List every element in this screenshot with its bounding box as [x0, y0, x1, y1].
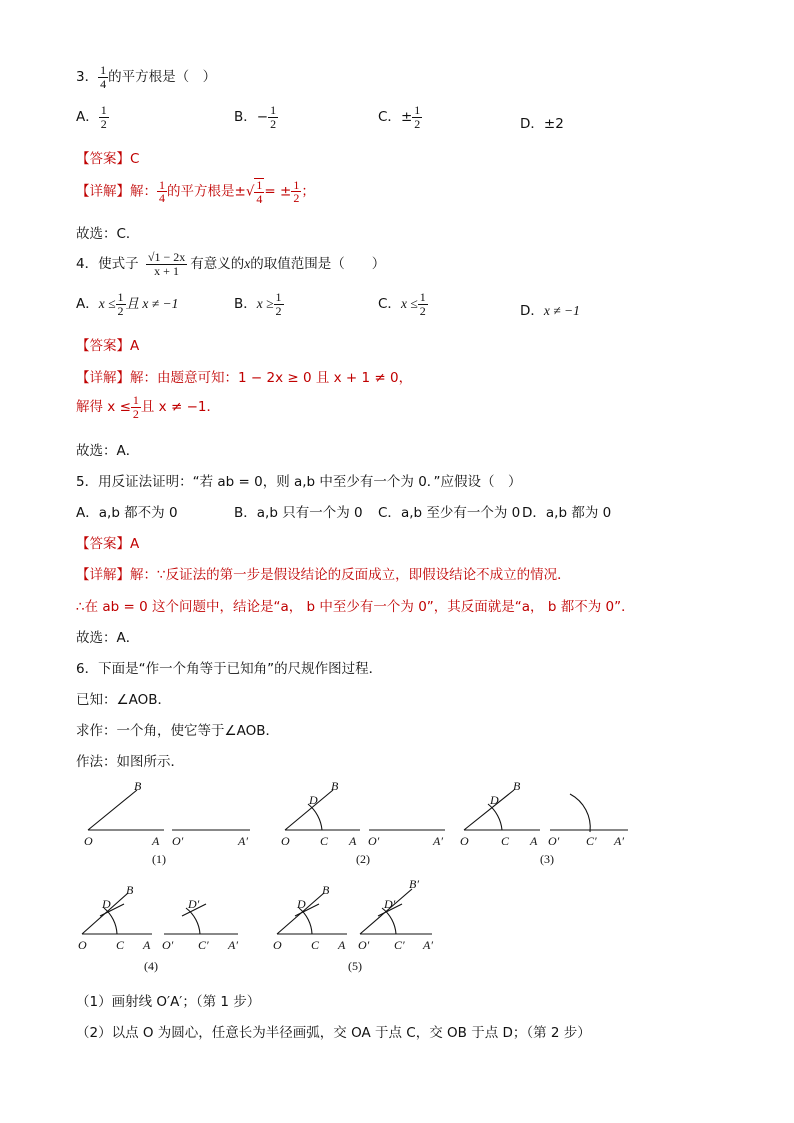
svg-text:C: C — [320, 834, 329, 848]
svg-text:B: B — [126, 883, 134, 897]
svg-text:(2): (2) — [356, 852, 370, 866]
svg-text:(4): (4) — [144, 959, 158, 973]
svg-text:C′: C′ — [198, 938, 209, 952]
q5-option-b: B．a,b 只有一个为 0 — [234, 505, 363, 521]
svg-text:O: O — [84, 834, 93, 848]
svg-text:(5): (5) — [348, 959, 362, 973]
fig4-arc — [104, 908, 117, 934]
svg-text:A: A — [530, 834, 538, 848]
svg-text:D: D — [309, 793, 318, 807]
fig5-arc-2 — [382, 908, 396, 934]
q3-option-b: B．− $\frac{1}{2}$ — [234, 103, 277, 131]
fig3-ray-ob — [464, 790, 514, 830]
q6-step-1: （1）画射线 O′A′；（第 1 步） — [76, 994, 261, 1010]
fig3-arc-2 — [570, 794, 590, 832]
q6-step-2: （2）以点 O 为圆心，任意长为半径画弧，交 OA 于点 C，交 OB 于点 D；（第 2 步） — [76, 1025, 591, 1041]
q4-detail: 【详解】解：由题意可知：1 − 2x ≥ 0 且 x + 1 ≠ 0， — [76, 370, 413, 386]
svg-text:D: D — [297, 897, 306, 911]
svg-text:A′: A′ — [238, 834, 248, 848]
svg-text:D′: D′ — [384, 897, 396, 911]
svg-text:A′: A′ — [228, 938, 238, 952]
svg-text:D: D — [490, 793, 499, 807]
svg-text:O′: O′ — [368, 834, 380, 848]
svg-text:O′: O′ — [162, 938, 174, 952]
svg-text:B′: B′ — [409, 877, 419, 891]
q3-option-c: C．± $\frac{1}{2}$ — [378, 103, 421, 131]
svg-text:B: B — [134, 779, 142, 793]
q3-answer: 【答案】C — [76, 151, 140, 167]
q3-option-a: A． $\frac{1}{2}$ — [76, 103, 107, 131]
q5-detail-2: ∴在 ab = 0 这个问题中，结论是“a， b 中至少有一个为 0”，其反面就是“a， b 都不为 0”． — [76, 599, 635, 615]
q5-option-c: C．a,b 至少有一个为 0 — [378, 505, 521, 521]
q4-expression: $\frac{√1 - 2x}{x + 1}$ — [147, 250, 186, 278]
q6-method: 作法：如图所示． — [76, 754, 184, 770]
svg-text:A: A — [349, 834, 357, 848]
svg-text:A: A — [152, 834, 160, 848]
svg-text:O′: O′ — [172, 834, 184, 848]
q6-stem: 6．下面是“作一个角等于已知角”的尺规作图过程． — [76, 661, 383, 677]
svg-text:A′: A′ — [433, 834, 443, 848]
svg-text:O′: O′ — [358, 938, 370, 952]
svg-text:B: B — [322, 883, 330, 897]
q4-stem: 4．使式子 $\frac{√1 - 2x}{x + 1}$ 有意义的x的取值范围是（ ） — [76, 250, 386, 278]
q3-number: 3． — [76, 69, 99, 86]
q3-stem: 3． $\frac{1}{4}$ 的平方根是（ ） — [76, 63, 217, 91]
q6-known: 已知：∠AOB． — [76, 692, 171, 708]
q5-option-a: A．a,b 都不为 0 — [76, 505, 178, 521]
sqrt-symbol-icon: √ — [245, 183, 255, 200]
fig3-arc — [488, 804, 502, 830]
fig4-arc-2 — [186, 908, 200, 934]
construction-figures — [0, 770, 794, 980]
svg-text:C′: C′ — [394, 938, 405, 952]
svg-text:O: O — [460, 834, 469, 848]
svg-text:A: A — [143, 938, 151, 952]
q6-number: 6． — [76, 661, 99, 677]
q5-stem: 5．用反证法证明：“若 ab = 0，则 a,b 中至少有一个为 0．”应假设（ ） — [76, 474, 522, 490]
svg-text:D′: D′ — [188, 897, 200, 911]
svg-text:B: B — [331, 779, 339, 793]
q3-stem-fraction: $\frac{1}{4}$ — [100, 63, 107, 91]
q4-answer: 【答案】A — [76, 338, 140, 354]
q3-conclusion: 故选：C． — [76, 226, 140, 242]
q4-option-b: B．x ≥ $\frac{1}{2}$ — [234, 290, 282, 318]
q5-number: 5． — [76, 474, 99, 490]
svg-text:O′: O′ — [548, 834, 560, 848]
svg-text:(1): (1) — [152, 852, 166, 866]
q3-detail: 【详解】解： $\frac{1}{4}$ 的平方根是±√ $\frac{1}{4}$ = ± $\frac{1}{2}$ ； — [76, 177, 315, 206]
svg-text:A′: A′ — [614, 834, 624, 848]
fig1-ray-ob — [88, 790, 137, 830]
q4-number: 4． — [76, 256, 99, 273]
q4-option-a: A．x ≤ $\frac{1}{2}$ 且 x ≠ −1 — [76, 290, 179, 318]
svg-text:O: O — [273, 938, 282, 952]
q5-option-d: D．a,b 都为 0 — [522, 505, 612, 521]
svg-text:O: O — [281, 834, 290, 848]
svg-text:C: C — [116, 938, 125, 952]
svg-text:C: C — [501, 834, 510, 848]
q3-option-d: D．±2 — [520, 116, 564, 132]
svg-text:D: D — [102, 897, 111, 911]
q4-option-d: D．x ≠ −1 — [520, 303, 580, 319]
svg-text:B: B — [513, 779, 521, 793]
q4-conclusion: 故选：A． — [76, 443, 140, 459]
svg-text:O: O — [78, 938, 87, 952]
svg-text:A: A — [338, 938, 346, 952]
q5-answer: 【答案】A — [76, 536, 140, 552]
svg-text:A′: A′ — [423, 938, 433, 952]
svg-text:C′: C′ — [586, 834, 597, 848]
q4-option-c: C．x ≤ $\frac{1}{2}$ — [378, 290, 426, 318]
q5-detail: 【详解】解：∵反证法的第一步是假设结论的反面成立，即假设结论不成立的情况． — [76, 567, 571, 583]
svg-text:C: C — [311, 938, 320, 952]
svg-text:(3): (3) — [540, 852, 554, 866]
q6-find: 求作：一个角，使它等于∠AOB． — [76, 723, 279, 739]
q4-solve: 解得 x ≤ $\frac{1}{2}$ 且 x ≠ −1． — [76, 393, 220, 421]
q5-conclusion: 故选：A． — [76, 630, 140, 646]
fig2-arc — [308, 804, 322, 830]
fig5-arc — [299, 908, 312, 934]
